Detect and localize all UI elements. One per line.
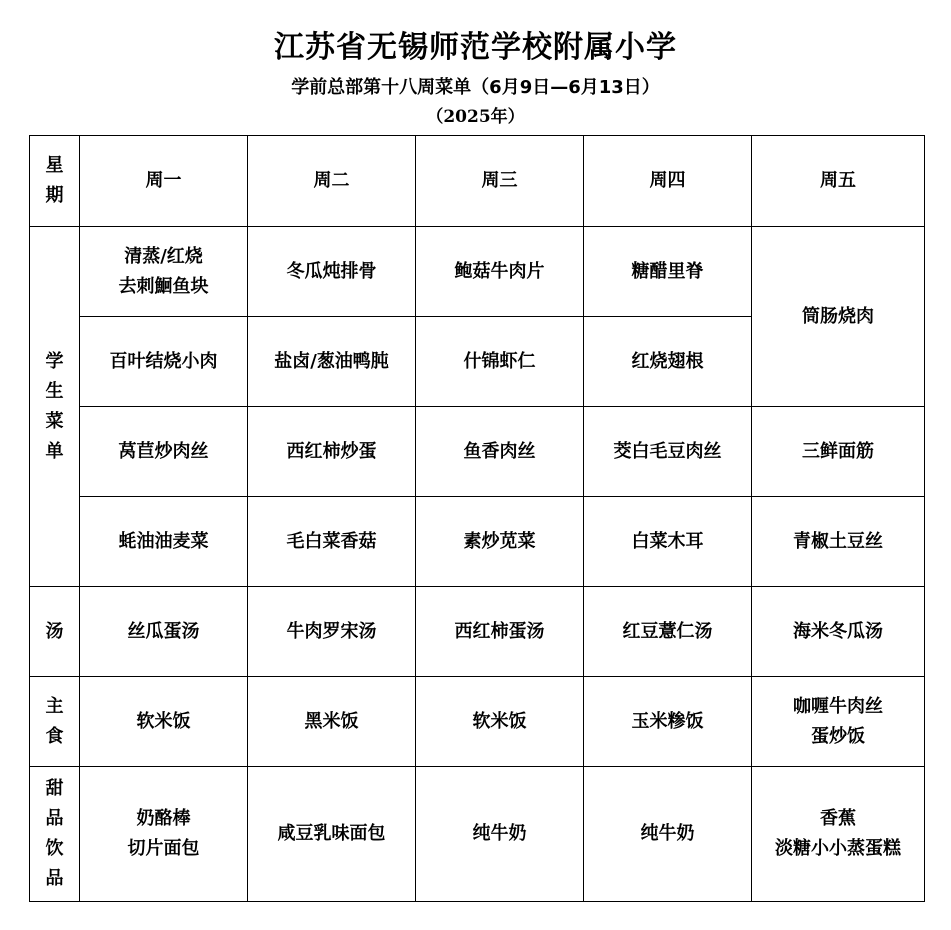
- menu-cell: 黑米饭: [248, 677, 416, 767]
- day-header-mon: 周一: [80, 136, 248, 227]
- dish-line: 咖喱牛肉丝: [793, 695, 883, 717]
- menu-cell: 纯牛奶: [416, 767, 584, 902]
- category-label: 甜品饮品: [45, 778, 64, 889]
- menu-cell: 莴苣炒肉丝: [80, 407, 248, 497]
- menu-cell: 蚝油油麦菜: [80, 497, 248, 587]
- dish-line: 去刺鮰鱼块: [118, 275, 209, 297]
- menu-cell: 丝瓜蛋汤: [80, 587, 248, 677]
- dish-line: 香蕉: [820, 808, 856, 829]
- menu-cell: [752, 767, 925, 902]
- menu-cell: 青椒土豆丝: [752, 497, 925, 587]
- category-student-menu: [30, 227, 80, 587]
- menu-cell: 什锦虾仁: [416, 317, 584, 407]
- category-label: 汤: [45, 620, 64, 642]
- menu-cell: [752, 677, 925, 767]
- category-staple: [30, 677, 80, 767]
- dish-line: 切片面包: [127, 838, 200, 859]
- menu-cell: 软米饭: [416, 677, 584, 767]
- menu-cell: 鲍菇牛肉片: [416, 227, 584, 317]
- menu-cell: 素炒苋菜: [416, 497, 584, 587]
- menu-cell: 西红柿炒蛋: [248, 407, 416, 497]
- student-menu-row-3: [30, 407, 925, 497]
- day-header-wed: 周三: [416, 136, 584, 227]
- weekly-menu-table: [29, 135, 925, 902]
- menu-subtitle: 学前总部第十八周菜单（6月9日—6月13日）: [291, 77, 660, 98]
- category-soup: [30, 587, 80, 677]
- menu-cell: [80, 227, 248, 317]
- corner-cell: [30, 136, 80, 227]
- menu-cell: 茭白毛豆肉丝: [584, 407, 752, 497]
- menu-cell: 西红柿蛋汤: [416, 587, 584, 677]
- menu-cell: 毛白菜香菇: [248, 497, 416, 587]
- menu-cell: 纯牛奶: [584, 767, 752, 902]
- menu-cell: 红豆薏仁汤: [584, 587, 752, 677]
- menu-cell: 咸豆乳味面包: [248, 767, 416, 902]
- menu-cell: 牛肉罗宋汤: [248, 587, 416, 677]
- menu-cell: 鱼香肉丝: [416, 407, 584, 497]
- menu-cell: 三鲜面筋: [752, 407, 925, 497]
- menu-cell: 白菜木耳: [584, 497, 752, 587]
- day-header-tue: 周二: [248, 136, 416, 227]
- dessert-row: [30, 767, 925, 902]
- menu-cell: 冬瓜炖排骨: [248, 227, 416, 317]
- category-dessert: [30, 767, 80, 902]
- day-header-thu: 周四: [584, 136, 752, 227]
- menu-cell: 红烧翅根: [584, 317, 752, 407]
- dish-line: 淡糖小小蒸蛋糕: [775, 838, 901, 859]
- menu-cell: 软米饭: [80, 677, 248, 767]
- day-header-fri: 周五: [752, 136, 925, 227]
- student-menu-row-4: [30, 497, 925, 587]
- category-label: 主食: [45, 695, 64, 747]
- dish-line: 蛋炒饭: [811, 725, 865, 747]
- menu-cell: 玉米糁饭: [584, 677, 752, 767]
- school-title: 江苏省无锡师范学校附属小学: [274, 30, 677, 65]
- staple-row: [30, 677, 925, 767]
- dish-line: 清蒸/红烧: [124, 245, 203, 267]
- menu-cell: [80, 767, 248, 902]
- student-menu-row-1: [30, 227, 925, 317]
- soup-row: [30, 587, 925, 677]
- menu-cell: 盐卤/葱油鸭肫: [248, 317, 416, 407]
- menu-cell: 海米冬瓜汤: [752, 587, 925, 677]
- category-label: 学生菜单: [45, 350, 64, 462]
- menu-cell: 糖醋里脊: [584, 227, 752, 317]
- dish-line: 奶酪棒: [136, 808, 191, 829]
- menu-year: （2025年）: [426, 107, 525, 127]
- header-row: [30, 136, 925, 227]
- corner-label: 星期: [45, 155, 64, 206]
- menu-cell: 百叶结烧小肉: [80, 317, 248, 407]
- menu-cell: 筒肠烧肉: [752, 227, 925, 407]
